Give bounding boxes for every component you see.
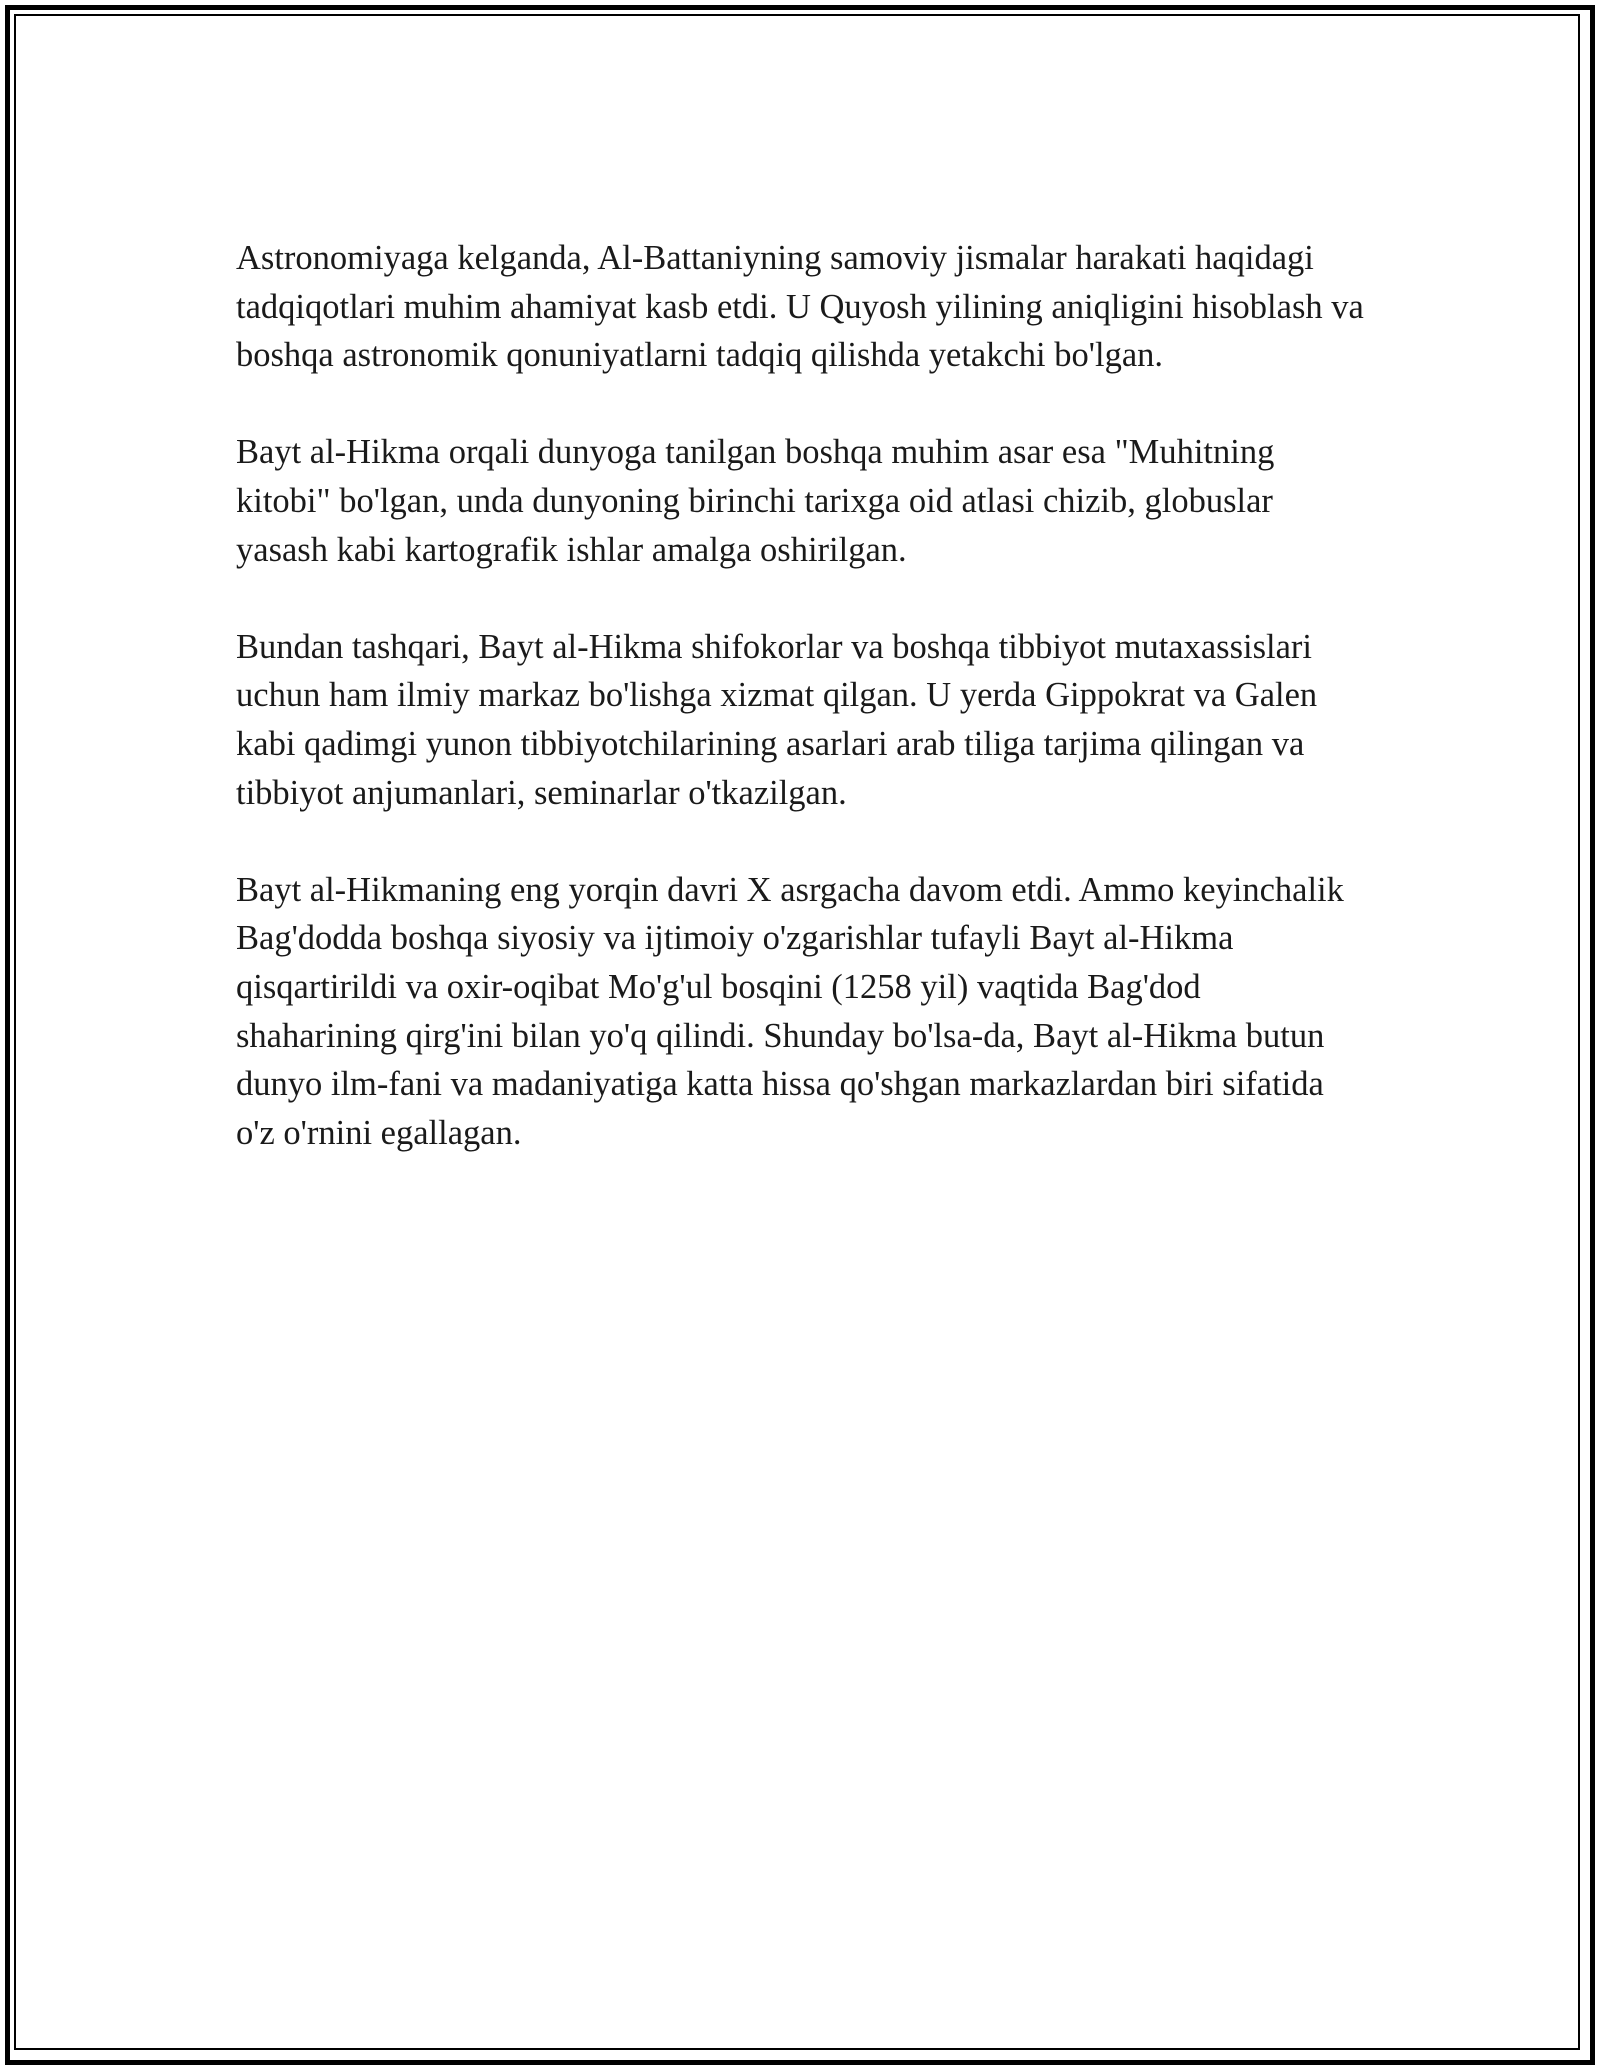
paragraph-cartography: Bayt al-Hikma orqali dunyoga tanilgan boshqa muhim asar esa "Muhitning kitobi" bo'lgan, unda dunyoning birinchi tarixga oid atlasi chizib, globuslar yasash kabi kartografik ishlar amalga oshirilgan.: [236, 433, 1275, 569]
paragraph-astronomy: Astronomiyaga kelganda, Al-Battaniyning samoviy jismalar harakati haqidagi tadqiqotlari muhim ahamiyat kasb etdi. U Quyosh yilining aniqligini hisoblash va boshqa astronomik qonuniyatlarni tadqiq qilishda yetakchi bo'lgan.: [236, 239, 1364, 375]
paragraph-decline: Bayt al-Hikmaning eng yorqin davri X asrgacha davom etdi. Ammo keyinchalik Bag'dodda boshqa siyosiy va ijtimoiy o'zgarishlar tufayli Bayt al-Hikma qisqartirildi va oxir-oqibat Mo'g'ul bosqini (1258 yil) vaqtida Bag'dod shaharining qirg'ini bilan yo'q qilindi. Shunday bo'lsa-da, Bayt al-Hikma butun dunyo ilm-fani va madaniyatiga katta hissa qo'shgan markazlardan biri sifatida o'z o'rnini egallagan.: [236, 870, 1344, 1152]
document-body: [236, 234, 1366, 1206]
paragraph-medicine: Bundan tashqari, Bayt al-Hikma shifokorlar va boshqa tibbiyot mutaxassislari uchun ham ilmiy markaz bo'lishga xizmat qilgan. U yerda Gippokrat va Galen kabi qadimgi yunon tibbiyotchilarining asarlari arab tiliga tarjima qilingan va tibbiyot anjumanlari, seminarlar o'tkazilgan.: [236, 627, 1318, 812]
